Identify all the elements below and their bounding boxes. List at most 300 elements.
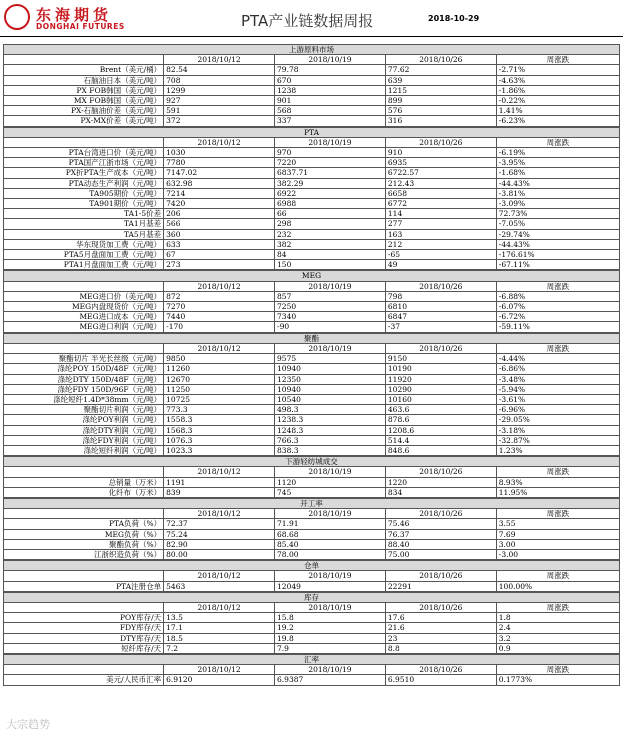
logo-text-cn: 东海期货: [36, 6, 113, 24]
week-value: 7780: [164, 158, 275, 168]
table-row: [4, 415, 620, 425]
week-value: 7340: [275, 312, 386, 322]
row-label: PX折PTA生产成本（元/吨）: [4, 168, 164, 178]
weekly-change: -6.86%: [496, 364, 619, 374]
week-value: 7214: [164, 188, 275, 198]
weekly-change: -5.94%: [496, 384, 619, 394]
weekly-change: 11.95%: [496, 487, 619, 497]
row-label: 涤纶短纤1.4D*38mm（元/吨）: [4, 394, 164, 404]
section-table: [3, 270, 620, 332]
table-row: [4, 158, 620, 168]
table-row: [4, 435, 620, 445]
row-label: 涤纶FDY 150D/96F（元/吨）: [4, 384, 164, 394]
week-value: 848.6: [385, 445, 496, 455]
week-value: 114: [385, 209, 496, 219]
week-value: -170: [164, 322, 275, 332]
row-label: 涤纶POY 150D/48F（元/吨）: [4, 364, 164, 374]
week-value: 1299: [164, 85, 275, 95]
week-value: 232: [275, 229, 386, 239]
weekly-change: -3.09%: [496, 199, 619, 209]
table-row: [4, 148, 620, 158]
table-row: [4, 302, 620, 312]
column-header: 2018/10/19: [275, 137, 386, 147]
week-value: 75.24: [164, 529, 275, 539]
week-value: 6935: [385, 158, 496, 168]
week-value: 21.6: [385, 623, 496, 633]
row-label: FDY库存/天: [4, 623, 164, 633]
week-value: 7250: [275, 302, 386, 312]
week-value: 17.1: [164, 623, 275, 633]
table-row: [4, 394, 620, 404]
week-value: 6772: [385, 199, 496, 209]
week-value: -65: [385, 250, 496, 260]
column-header: 2018/10/12: [164, 137, 275, 147]
section-title: 上游原料市场: [4, 45, 620, 55]
section-title: 汇率: [4, 654, 620, 664]
table-row: [4, 643, 620, 653]
section-table: [3, 456, 620, 498]
row-label: MEG进口利润（元/吨）: [4, 322, 164, 332]
week-value: 839: [164, 487, 275, 497]
week-value: 75.46: [385, 519, 496, 529]
week-value: 6847: [385, 312, 496, 322]
row-label: TA1-5价差: [4, 209, 164, 219]
weekly-change: -6.23%: [496, 116, 619, 126]
donghai-logo: [4, 4, 152, 32]
row-label: 总销量（万米）: [4, 477, 164, 487]
row-label: MX FOB韩国（美元/吨）: [4, 96, 164, 106]
section-title: 开工率: [4, 498, 620, 508]
column-header: 2018/10/19: [275, 665, 386, 675]
week-value: 7147.02: [164, 168, 275, 178]
week-value: 80.00: [164, 549, 275, 559]
column-header: [4, 137, 164, 147]
weekly-change: 3.2: [496, 633, 619, 643]
week-value: 970: [275, 148, 386, 158]
week-value: 1558.3: [164, 415, 275, 425]
weekly-change: -2.71%: [496, 65, 619, 75]
week-value: 68.68: [275, 529, 386, 539]
week-value: 7440: [164, 312, 275, 322]
row-label: PTA台湾进口价（美元/吨）: [4, 148, 164, 158]
section-title: 仓单: [4, 561, 620, 571]
week-value: 372: [164, 116, 275, 126]
table-row: [4, 539, 620, 549]
row-label: PTA国产江浙市场（元/吨）: [4, 158, 164, 168]
table-row: [4, 188, 620, 198]
week-value: 150: [275, 260, 386, 270]
week-value: 212.43: [385, 178, 496, 188]
week-value: 316: [385, 116, 496, 126]
column-header: 周涨跌: [496, 665, 619, 675]
week-value: 591: [164, 106, 275, 116]
weekly-change: -0.22%: [496, 96, 619, 106]
week-value: 834: [385, 487, 496, 497]
weekly-change: -4.63%: [496, 75, 619, 85]
table-row: [4, 633, 620, 643]
section-table: [3, 333, 620, 456]
week-value: 49: [385, 260, 496, 270]
report-header: [0, 0, 623, 37]
row-label: 涤纶DTY 150D/48F（元/吨）: [4, 374, 164, 384]
week-value: 11260: [164, 364, 275, 374]
week-value: 6722.57: [385, 168, 496, 178]
row-label: MEG进口成本（元/吨）: [4, 312, 164, 322]
week-value: 10160: [385, 394, 496, 404]
section-title: PTA: [4, 127, 620, 137]
column-header: 2018/10/19: [275, 55, 386, 65]
row-label: DTY库存/天: [4, 633, 164, 643]
week-value: 337: [275, 116, 386, 126]
week-value: 566: [164, 219, 275, 229]
column-header: 周涨跌: [496, 55, 619, 65]
column-header: 2018/10/19: [275, 343, 386, 353]
row-label: PTA负荷（%）: [4, 519, 164, 529]
table-row: [4, 85, 620, 95]
week-value: 576: [385, 106, 496, 116]
weekly-change: -6.72%: [496, 312, 619, 322]
week-value: 12670: [164, 374, 275, 384]
week-value: 927: [164, 96, 275, 106]
week-value: 6.9387: [275, 675, 386, 685]
week-value: 1030: [164, 148, 275, 158]
table-row: [4, 445, 620, 455]
row-label: MEG内盘现货价（元/吨）: [4, 302, 164, 312]
table-row: [4, 549, 620, 559]
week-value: 6837.71: [275, 168, 386, 178]
week-value: 498.3: [275, 405, 386, 415]
row-label: 涤纶短纤利润（元/吨）: [4, 445, 164, 455]
table-row: [4, 116, 620, 126]
weekly-change: 1.23%: [496, 445, 619, 455]
week-value: 10940: [275, 384, 386, 394]
row-label: Brent（美元/桶）: [4, 65, 164, 75]
week-value: 901: [275, 96, 386, 106]
column-header: 周涨跌: [496, 281, 619, 291]
weekly-change: 1.41%: [496, 106, 619, 116]
week-value: 1120: [275, 477, 386, 487]
weekly-change: -1.68%: [496, 168, 619, 178]
column-header: [4, 602, 164, 612]
column-header: 周涨跌: [496, 343, 619, 353]
section-title: 聚酯: [4, 333, 620, 343]
week-value: 75.00: [385, 549, 496, 559]
row-label: 聚酯切片利润（元/吨）: [4, 405, 164, 415]
column-header: 2018/10/12: [164, 665, 275, 675]
week-value: 82.90: [164, 539, 275, 549]
column-header: [4, 571, 164, 581]
weekly-change: -7.05%: [496, 219, 619, 229]
row-label: TA1月基差: [4, 219, 164, 229]
column-header: 2018/10/12: [164, 281, 275, 291]
column-header: [4, 665, 164, 675]
week-value: 22291: [385, 581, 496, 591]
week-value: 72.37: [164, 519, 275, 529]
row-label: 江浙织造负荷（%）: [4, 549, 164, 559]
weekly-change: -6.07%: [496, 302, 619, 312]
table-row: [4, 312, 620, 322]
week-value: 19.8: [275, 633, 386, 643]
table-row: [4, 613, 620, 623]
week-value: 78.00: [275, 549, 386, 559]
row-label: 华东现货加工费（元/吨）: [4, 239, 164, 249]
column-header: [4, 343, 164, 353]
week-value: 798: [385, 291, 496, 301]
week-value: 6810: [385, 302, 496, 312]
column-header: 2018/10/12: [164, 571, 275, 581]
weekly-change: 8.93%: [496, 477, 619, 487]
row-label: 涤纶POY利润（元/吨）: [4, 415, 164, 425]
week-value: 277: [385, 219, 496, 229]
week-value: 88.40: [385, 539, 496, 549]
row-label: 涤纶DTY利润（元/吨）: [4, 425, 164, 435]
column-header: 周涨跌: [496, 467, 619, 477]
week-value: 77.62: [385, 65, 496, 75]
week-value: 15.8: [275, 613, 386, 623]
row-label: TA5月基差: [4, 229, 164, 239]
weekly-change: -3.18%: [496, 425, 619, 435]
week-value: -90: [275, 322, 386, 332]
weekly-change: -4.44%: [496, 354, 619, 364]
week-value: 19.2: [275, 623, 386, 633]
weekly-change: -3.00: [496, 549, 619, 559]
week-value: 7420: [164, 199, 275, 209]
week-value: 773.3: [164, 405, 275, 415]
week-value: 6922: [275, 188, 386, 198]
row-label: TA901期价（元/吨）: [4, 199, 164, 209]
row-label: PTA1月盘面加工费（元/吨）: [4, 260, 164, 270]
table-row: [4, 199, 620, 209]
table-row: [4, 178, 620, 188]
table-row: [4, 291, 620, 301]
weekly-change: -3.81%: [496, 188, 619, 198]
column-header: 2018/10/26: [385, 509, 496, 519]
row-label: 化纤布（万米）: [4, 487, 164, 497]
week-value: 9850: [164, 354, 275, 364]
week-value: 670: [275, 75, 386, 85]
week-value: 9150: [385, 354, 496, 364]
row-label: 聚酯负荷（%）: [4, 539, 164, 549]
weekly-change: -44.43%: [496, 239, 619, 249]
week-value: 6.9120: [164, 675, 275, 685]
column-header: 2018/10/19: [275, 571, 386, 581]
logo-emblem-icon: [4, 4, 30, 30]
weekly-change: 3.55: [496, 519, 619, 529]
table-row: [4, 65, 620, 75]
week-value: 10540: [275, 394, 386, 404]
week-value: 10290: [385, 384, 496, 394]
row-label: PX-MX价差（美元/吨）: [4, 116, 164, 126]
row-label: MEG进口价（美元/吨）: [4, 291, 164, 301]
column-header: 2018/10/26: [385, 137, 496, 147]
weekly-change: -67.11%: [496, 260, 619, 270]
weekly-change: -29.05%: [496, 415, 619, 425]
row-label: 短纤库存/天: [4, 643, 164, 653]
row-label: MEG负荷（%）: [4, 529, 164, 539]
week-value: 6658: [385, 188, 496, 198]
data-tables: [3, 44, 620, 686]
week-value: 382: [275, 239, 386, 249]
weekly-change: -1.86%: [496, 85, 619, 95]
week-value: 745: [275, 487, 386, 497]
week-value: 382.29: [275, 178, 386, 188]
table-row: [4, 364, 620, 374]
week-value: 71.91: [275, 519, 386, 529]
week-value: 6.9510: [385, 675, 496, 685]
weekly-change: 7.69: [496, 529, 619, 539]
week-value: 212: [385, 239, 496, 249]
table-row: [4, 229, 620, 239]
week-value: 7.9: [275, 643, 386, 653]
week-value: 5463: [164, 581, 275, 591]
column-header: 2018/10/26: [385, 571, 496, 581]
week-value: 12049: [275, 581, 386, 591]
week-value: 13.5: [164, 613, 275, 623]
section-table: [3, 654, 620, 686]
column-header: [4, 467, 164, 477]
week-value: 6988: [275, 199, 386, 209]
column-header: 2018/10/12: [164, 55, 275, 65]
weekly-change: -3.61%: [496, 394, 619, 404]
column-header: 2018/10/12: [164, 602, 275, 612]
weekly-change: -44.43%: [496, 178, 619, 188]
column-header: 2018/10/26: [385, 467, 496, 477]
week-value: 360: [164, 229, 275, 239]
week-value: 766.3: [275, 435, 386, 445]
row-label: 聚酯切片 半光长丝级（元/吨）: [4, 354, 164, 364]
section-table: [3, 560, 620, 592]
column-header: 2018/10/12: [164, 467, 275, 477]
table-row: [4, 209, 620, 219]
week-value: 633: [164, 239, 275, 249]
week-value: 79.78: [275, 65, 386, 75]
weekly-change: 0.9: [496, 643, 619, 653]
report-date: 2018-10-29: [428, 14, 480, 23]
column-header: 2018/10/26: [385, 343, 496, 353]
column-header: 2018/10/19: [275, 281, 386, 291]
week-value: 1023.3: [164, 445, 275, 455]
table-row: [4, 250, 620, 260]
week-value: 85.40: [275, 539, 386, 549]
table-row: [4, 477, 620, 487]
week-value: 838.3: [275, 445, 386, 455]
section-table: [3, 592, 620, 654]
section-table: [3, 498, 620, 560]
row-label: PTA动态生产利润（元/吨）: [4, 178, 164, 188]
section-table: [3, 127, 620, 271]
column-header: 2018/10/26: [385, 602, 496, 612]
week-value: 10725: [164, 394, 275, 404]
week-value: 84: [275, 250, 386, 260]
week-value: 568: [275, 106, 386, 116]
week-value: 1238.3: [275, 415, 386, 425]
week-value: 1076.3: [164, 435, 275, 445]
column-header: 2018/10/19: [275, 467, 386, 477]
table-row: [4, 96, 620, 106]
row-label: PTA注册仓单: [4, 581, 164, 591]
week-value: 18.5: [164, 633, 275, 643]
column-header: [4, 281, 164, 291]
week-value: 12350: [275, 374, 386, 384]
week-value: 7.2: [164, 643, 275, 653]
week-value: 10940: [275, 364, 386, 374]
section-table: [3, 44, 620, 127]
week-value: 1568.3: [164, 425, 275, 435]
weekly-change: -6.88%: [496, 291, 619, 301]
column-header: 2018/10/19: [275, 602, 386, 612]
week-value: 76.37: [385, 529, 496, 539]
table-row: [4, 529, 620, 539]
week-value: 9575: [275, 354, 386, 364]
section-title: 库存: [4, 592, 620, 602]
column-header: 2018/10/19: [275, 509, 386, 519]
weekly-change: -59.11%: [496, 322, 619, 332]
table-row: [4, 425, 620, 435]
table-row: [4, 384, 620, 394]
row-label: 石脑油日本（美元/吨）: [4, 75, 164, 85]
column-header: [4, 55, 164, 65]
week-value: 7220: [275, 158, 386, 168]
week-value: 632.98: [164, 178, 275, 188]
weekly-change: -32.87%: [496, 435, 619, 445]
row-label: 美元/人民币汇率: [4, 675, 164, 685]
table-row: [4, 322, 620, 332]
week-value: 66: [275, 209, 386, 219]
report-title: PTA产业链数据周报: [241, 12, 374, 30]
week-value: 11250: [164, 384, 275, 394]
week-value: 206: [164, 209, 275, 219]
table-row: [4, 374, 620, 384]
column-header: 2018/10/12: [164, 509, 275, 519]
week-value: 1215: [385, 85, 496, 95]
week-value: 1220: [385, 477, 496, 487]
table-row: [4, 487, 620, 497]
column-header: 2018/10/26: [385, 281, 496, 291]
weekly-change: -29.74%: [496, 229, 619, 239]
column-header: 2018/10/26: [385, 665, 496, 675]
table-row: [4, 260, 620, 270]
week-value: 878.6: [385, 415, 496, 425]
table-row: [4, 675, 620, 685]
section-title: MEG: [4, 271, 620, 281]
weekly-change: -176.61%: [496, 250, 619, 260]
week-value: 1238: [275, 85, 386, 95]
weekly-change: 3.00: [496, 539, 619, 549]
table-row: [4, 106, 620, 116]
table-row: [4, 623, 620, 633]
week-value: 463.6: [385, 405, 496, 415]
weekly-change: 0.1773%: [496, 675, 619, 685]
weekly-change: -6.19%: [496, 148, 619, 158]
column-header: 周涨跌: [496, 137, 619, 147]
week-value: 910: [385, 148, 496, 158]
week-value: 67: [164, 250, 275, 260]
column-header: 2018/10/26: [385, 55, 496, 65]
table-row: [4, 239, 620, 249]
weekly-change: -3.95%: [496, 158, 619, 168]
table-row: [4, 75, 620, 85]
table-row: [4, 405, 620, 415]
table-row: [4, 354, 620, 364]
table-row: [4, 519, 620, 529]
week-value: 857: [275, 291, 386, 301]
week-value: 10190: [385, 364, 496, 374]
logo-text-en: DONGHAI FUTURES: [36, 22, 125, 31]
column-header: 周涨跌: [496, 509, 619, 519]
week-value: 23: [385, 633, 496, 643]
week-value: 639: [385, 75, 496, 85]
column-header: 2018/10/12: [164, 343, 275, 353]
